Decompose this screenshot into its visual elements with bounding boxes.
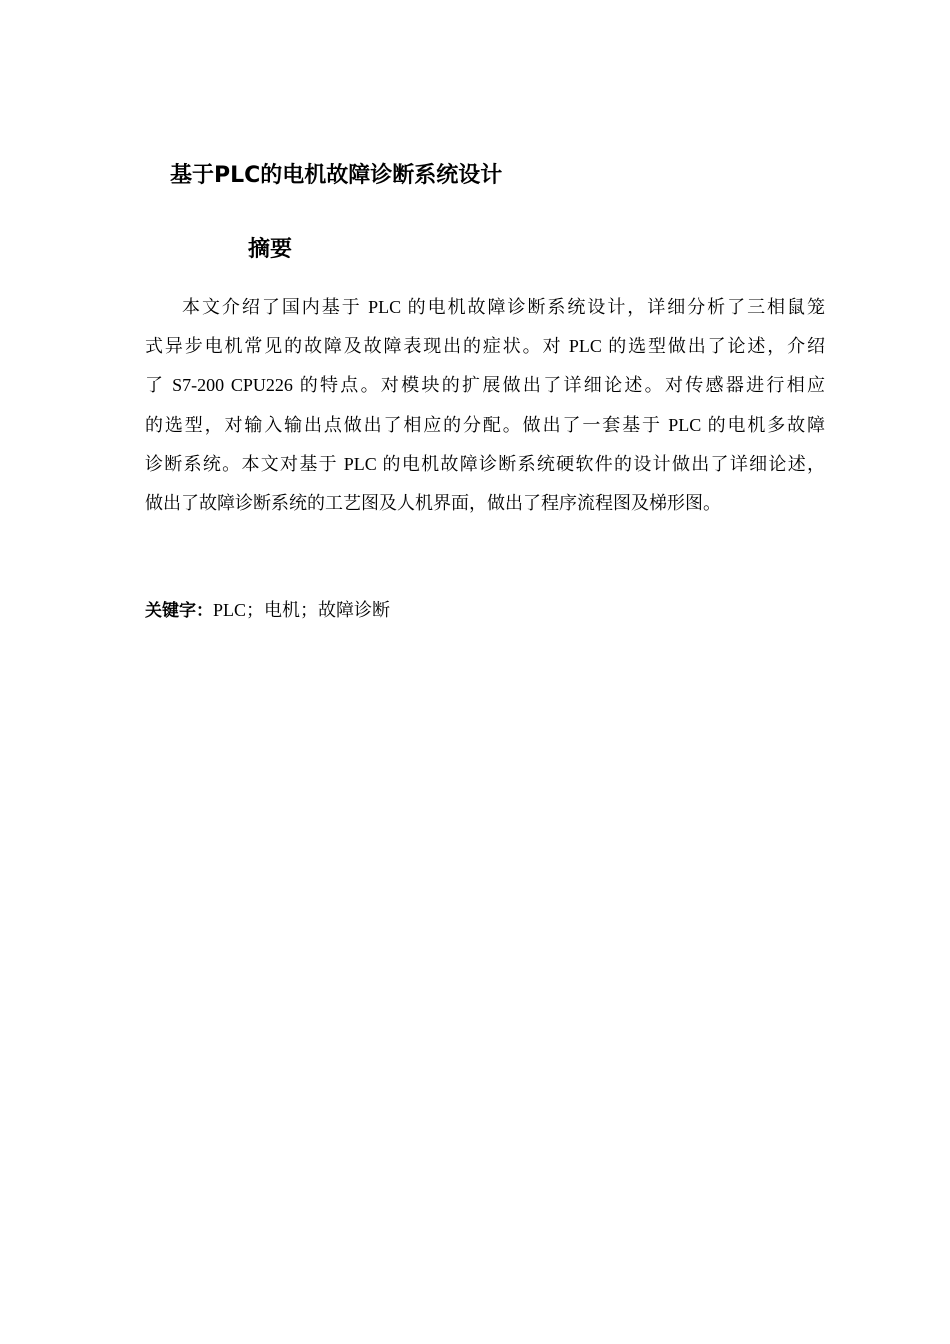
abstract-line: 的选型，对输入输出点做出了相应的分配。做出了一套基于 PLC 的电机多故障: [145, 414, 825, 435]
abstract-line: 式异步电机常见的故障及故障表现出的症状。对 PLC 的选型做出了论述，介绍: [145, 336, 825, 357]
keywords-label: 关键字：: [145, 601, 213, 621]
abstract-line: 本文介绍了国内基于 PLC 的电机故障诊断系统设计，详细分析了三相鼠笼: [182, 297, 825, 317]
document-title: 基于PLC的电机故障诊断系统设计: [170, 163, 503, 188]
abstract-line: 做出了故障诊断系统的工艺图及人机界面，做出了程序流程图及梯形图。: [145, 493, 721, 514]
keywords-line: [145, 596, 390, 622]
abstract-paragraph: [145, 288, 825, 523]
abstract-heading: 摘要: [248, 237, 293, 262]
keywords-value: PLC；电机；故障诊断: [213, 600, 391, 620]
abstract-line: 了 S7-200 CPU226 的特点。对模块的扩展做出了详细论述。对传感器进行相应: [145, 375, 825, 396]
abstract-line: 诊断系统。本文对基于 PLC 的电机故障诊断系统硬软件的设计做出了详细论述，: [145, 453, 825, 474]
